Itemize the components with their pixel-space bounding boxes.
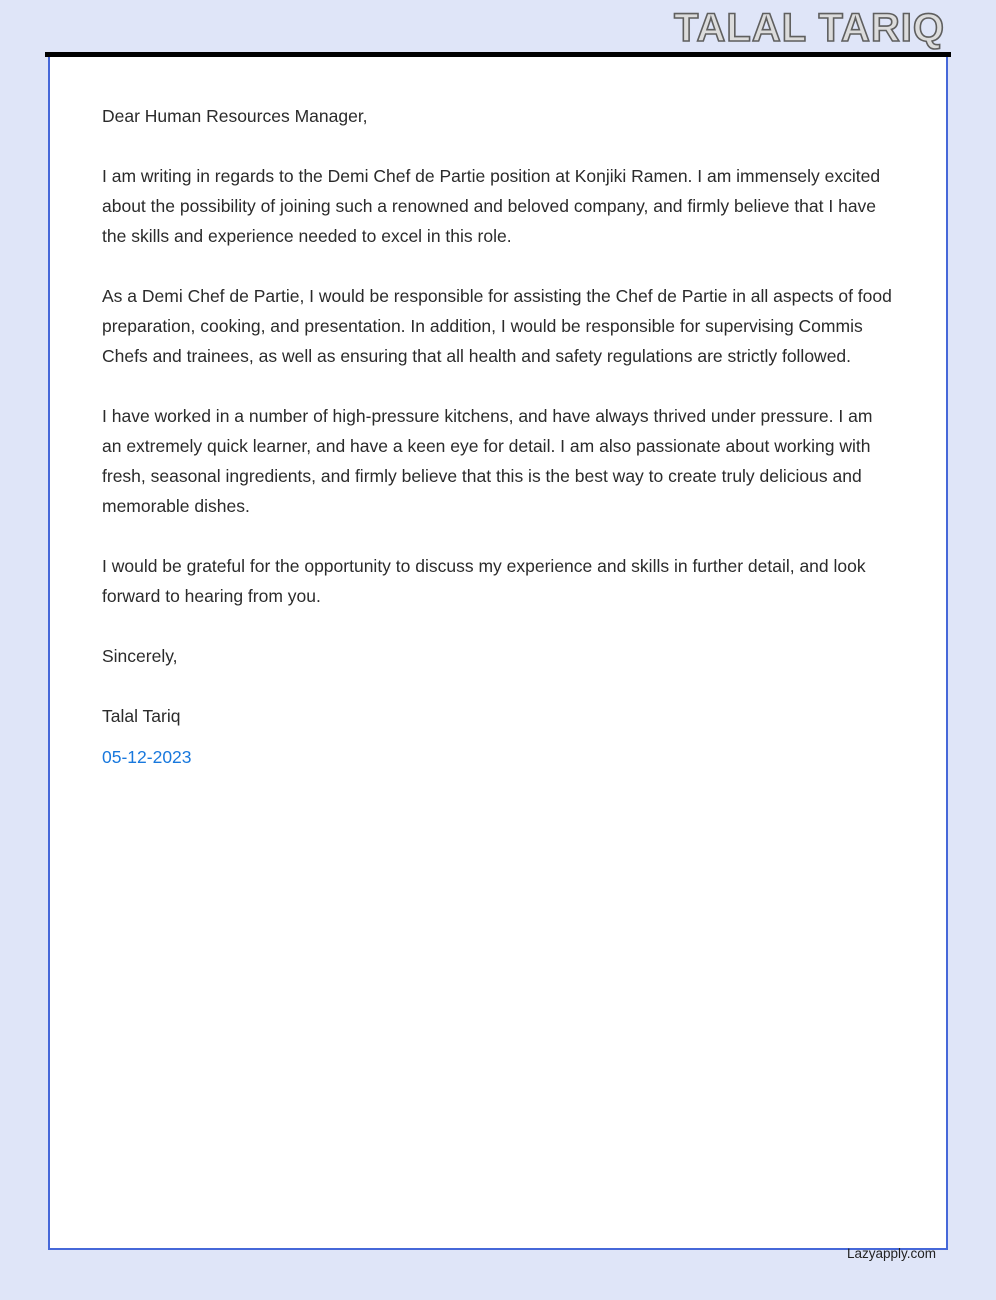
signature-name: Talal Tariq	[102, 706, 181, 726]
letter-paragraph: I am writing in regards to the Demi Chef de Partie position at Konjiki Ramen. I am immensely excited about the possibility of joining such a renowned and beloved company, and firmly believe that I have the skills and experience needed to excel in this role.	[102, 166, 881, 246]
salutation: Dear Human Resources Manager,	[102, 106, 368, 126]
header-name: TALAL TARIQ	[674, 6, 945, 50]
footer-brand: Lazyapply.com	[846, 1246, 936, 1261]
letter-paragraph: I have worked in a number of high-pressure kitchens, and have always thrived under pressure. I am an extremely quick learner, and have a keen eye for detail. I am also passionate about working with fresh, seasonal ingredients, and firmly believe that this is the best way to create truly delicious and memorable dishes.	[102, 406, 873, 516]
closing: Sincerely,	[102, 646, 178, 666]
letter-page	[48, 55, 948, 1250]
header-divider-rule	[45, 52, 951, 57]
letter-date[interactable]: 05-12-2023	[102, 747, 192, 767]
letter-paragraph: As a Demi Chef de Partie, I would be responsible for assisting the Chef de Partie in all aspects of food preparation, cooking, and presentation. In addition, I would be responsible for supervising Commis Chefs and trainees, as well as ensuring that all health and safety regulations are strictly followed.	[102, 286, 892, 366]
letter-paragraph: I would be grateful for the opportunity to discuss my experience and skills in further detail, and look forward to hearing from you.	[102, 556, 866, 606]
